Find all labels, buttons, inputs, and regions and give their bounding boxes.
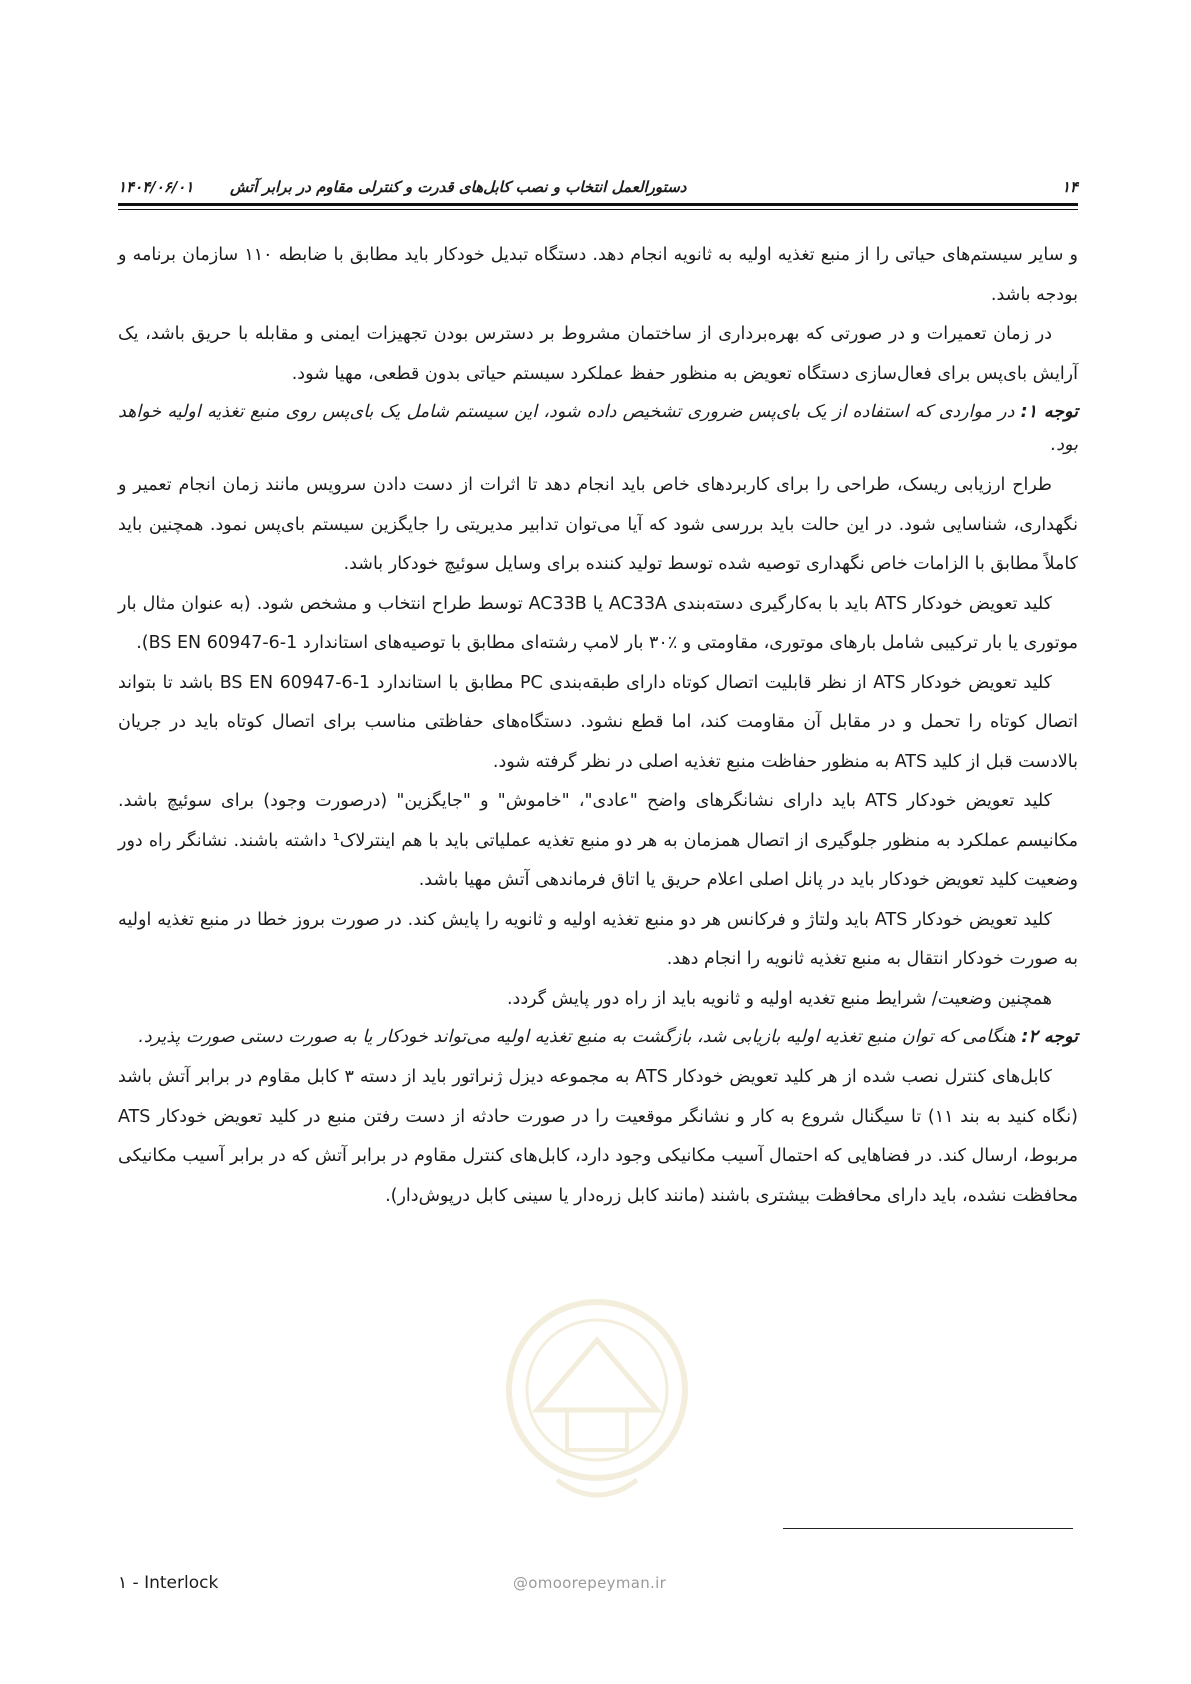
note-1 xyxy=(118,396,1078,462)
header-rule-thick xyxy=(118,203,1078,206)
footnote: ۱ - Interlock xyxy=(118,1573,219,1593)
paragraph: کلید تعویض خودکار ATS باید با به‌کارگیری دسته‌بندی AC33A یا AC33B توسط طراح انتخاب و مشخص شود. (به عنوان مثال بار موتوری یا بار ترکیبی شامل بارهای موتوری، مقاومتی و ٪۳۰ بار لامپ رشته‌ای مطابق با توصیه‌های استاندارد BS EN 60947-6-1). xyxy=(118,593,1078,653)
header-date: ۱۴۰۴/۰۶/۰۱ xyxy=(118,178,194,196)
watermark-url: @omoorepeyman.ir xyxy=(513,1574,667,1592)
paragraph: کلید تعویض خودکار ATS باید ولتاژ و فرکانس هر دو منبع تغذیه اولیه و ثانویه را پایش کند. در صورت بروز خطا در منبع تغذیه اولیه به صورت خودکار انتقال به منبع تغذیه ثانویه را انجام دهد. xyxy=(118,909,1078,969)
header-rule-thin xyxy=(118,209,1078,210)
header-title-line xyxy=(118,178,686,196)
paragraph: کابل‌های کنترل نصب شده از هر کلید تعویض خودکار ATS به مجموعه دیزل ژنراتور باید از دسته ۳ کابل مقاوم در برابر آتش باشد (نگاه کنید به بند ۱۱) تا سیگنال شروع به کار و نشانگر موقعیت را در صورت حادثه از دست رفتن منبع در کلید تعویض خودکار ATS مربوط، ارسال کند. در فضاهایی که احتمال آسیب مکانیکی وجود دارد، کابل‌های کنترل مقاوم در برابر آتش که در برابر آسیب مکانیکی محافظت نشده، باید دارای محافظت بیشتری باشند (مانند کابل زره‌دار یا سینی کابل درپوش‌دار). xyxy=(118,1067,1079,1206)
watermark-seal-icon xyxy=(497,1280,697,1520)
document-body xyxy=(118,236,1078,1216)
note-1-label: توجه ۱: xyxy=(1020,402,1078,422)
paragraph: طراح ارزیابی ریسک، طراحی را برای کاربردهای خاص باید انجام دهد تا اثرات از دست دادن سرویس مانند زمان انجام تعمیر و نگهداری، شناسایی شود. در این حالت باید بررسی شود که آیا می‌توان تدابیر مدیریتی را جایگزین سیستم بای‌پس نمود. همچنین باید کاملاً مطابق با الزامات خاص نگهداری توصیه شده توسط تولید کننده برای وسایل سوئیچ خودکار باشد. xyxy=(118,475,1078,574)
note-2-label: توجه ۲: xyxy=(1021,1027,1078,1047)
page-number: ۱۴ xyxy=(1061,178,1078,196)
paragraph: کلید تعویض خودکار ATS باید دارای نشانگرهای واضح "عادی"، "خاموش" و "جایگزین" (درصورت وجود) برای سوئیچ باشد. مکانیسم عملکرد به منظور جلوگیری از اتصال همزمان به هر دو منبع تغذیه عملیاتی باید با هم اینترلاک¹ داشته باشند. نشانگر راه دور وضعیت کلید تعویض خودکار باید در پانل اصلی اعلام حریق یا اتاق فرماندهی آتش مهیا باشد. xyxy=(118,791,1078,890)
footnote-rule xyxy=(783,1528,1073,1529)
header-title: دستورالعمل انتخاب و نصب کابل‌های قدرت و کنترلی مقاوم در برابر آتش xyxy=(229,178,687,196)
note-1-text: در مواردی که استفاده از یک بای‌پس ضروری تشخیص داده شود، این سیستم شامل یک بای‌پس روی منبع تغذیه اولیه خواهد بود. xyxy=(118,402,1078,455)
note-2 xyxy=(118,1021,1078,1054)
note-2-text: هنگامی که توان منبع تغذیه اولیه بازیابی شد، بازگشت به منبع تغذیه اولیه می‌تواند خودکار یا به صورت دستی صورت پذیرد. xyxy=(138,1027,1022,1047)
paragraph: همچنین وضعیت/ شرایط منبع تغدیه اولیه و ثانویه باید از راه دور پایش گردد. xyxy=(506,988,1052,1009)
page-header xyxy=(118,176,1078,200)
paragraph: کلید تعویض خودکار ATS از نظر قابلیت اتصال کوتاه دارای طبقه‌بندی PC مطابق با استاندارد BS EN 60947-6-1 باشد تا بتواند اتصال کوتاه را تحمل و در مقابل آن مقاومت کند، اما قطع نشود. دستگاه‌های حفاظتی مناسب برای اتصال کوتاه باید در جریان بالادست قبل از کلید ATS به منظور حفاظت منبع تغذیه اصلی در نظر گرفته شود. xyxy=(118,672,1078,772)
paragraph: و سایر سیستم‌های حیاتی را از منبع تغذیه اولیه به ثانویه انجام دهد. دستگاه تبدیل خودکار باید مطابق با ضابطه ۱۱۰ سازمان برنامه و بودجه باشد. xyxy=(118,245,1078,305)
paragraph: در زمان تعمیرات و در صورتی که بهره‌برداری از ساختمان مشروط بر دسترس بودن تجهیزات ایمنی و مقابله با حریق باشد، یک آرایش بای‌پس برای فعال‌سازی دستگاه تعویض به منظور حفظ عملکرد سیستم حیاتی بدون قطعی، مهیا شود. xyxy=(118,324,1078,384)
